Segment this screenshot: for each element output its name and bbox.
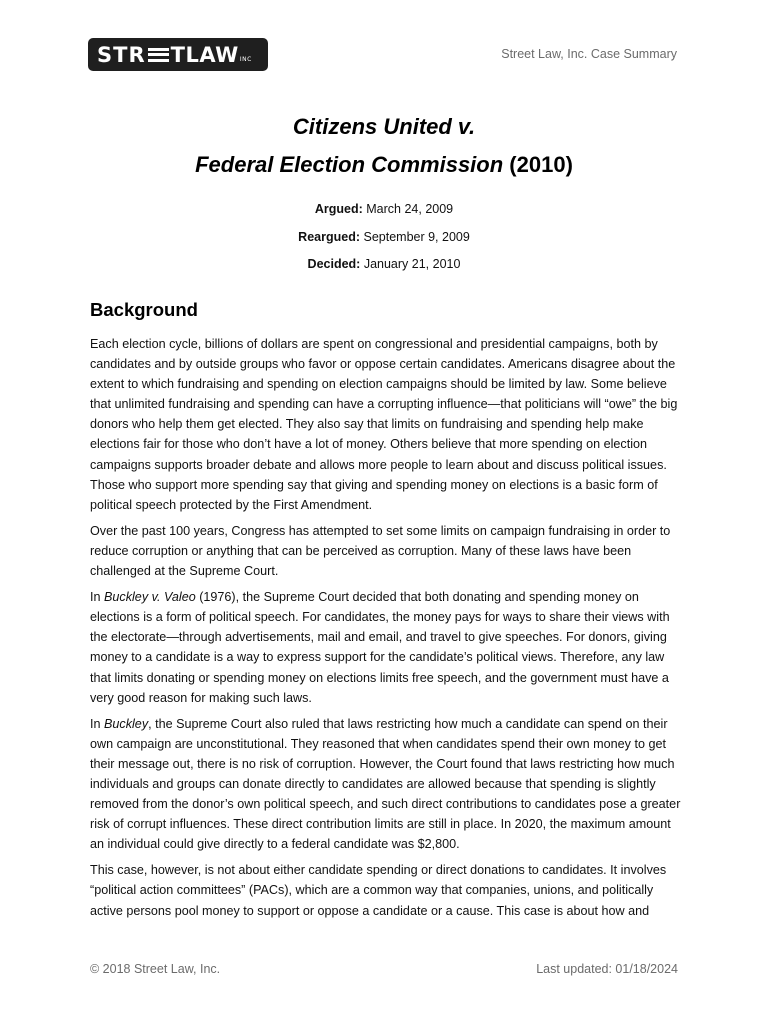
paragraph-4 bbox=[90, 714, 682, 855]
argued-label: Argued: bbox=[314, 202, 363, 216]
case-citation-buckley: Buckley bbox=[104, 716, 149, 731]
logo-text-tlaw: TLAW bbox=[170, 42, 239, 67]
logo-e-bars-icon bbox=[148, 48, 169, 62]
case-title-year: (2010) bbox=[509, 152, 573, 177]
decided-label: Decided: bbox=[307, 257, 361, 271]
paragraph-3 bbox=[90, 587, 682, 708]
logo-text-inc: INC bbox=[239, 56, 252, 63]
background-body bbox=[90, 334, 682, 927]
case-title-line-1 bbox=[0, 114, 768, 140]
footer-copyright: © 2018 Street Law, Inc. bbox=[90, 962, 221, 976]
background-heading: Background bbox=[90, 299, 198, 320]
reargued-value: September 9, 2009 bbox=[363, 230, 470, 244]
header-case-summary-label: Street Law, Inc. Case Summary bbox=[501, 47, 677, 61]
paragraph-2: Over the past 100 years, Congress has attempted to set some limits on campaign fundraising in order to reduce corruption or anything that can be perceived as corruption. Many of these laws have been challenged at the Supreme Court. bbox=[90, 523, 671, 579]
decided-value: January 21, 2010 bbox=[363, 257, 461, 271]
decided-date bbox=[0, 257, 768, 271]
street-law-logo bbox=[88, 38, 268, 71]
reargued-label: Reargued: bbox=[298, 230, 360, 244]
paragraph-5: This case, however, is not about either candidate spending or direct donations to candidates. It involves “political action committees” (PACs), which are a common way that companies, unions, and politically active persons pool money to support or oppose a candidate or a cause. This case is about how and bbox=[90, 863, 667, 918]
paragraph-3-text: (1976), the Supreme Court decided that both donating and spending money on elections is a form of political speech. For candidates, the money pays for ways to share their views with the electorate—through advertisements, mail and email, and travel to give speeches. For donors, giving money to a candidate is a way to express support for the candidate’s political views. Therefore, any law that limits donating or spending money on elections limits free speech, and the government must have a very good reason for making such laws. bbox=[90, 590, 670, 705]
paragraph-3-intro: In bbox=[90, 590, 105, 605]
paragraph-4-text: , the Supreme Court also ruled that laws restricting how much a candidate can spend on their own campaign are unconstitutional. They reasoned that when candidates spend their own money to get their message out, there is no risk of corruption. However, the Court found that laws restricting how much individuals and groups can donate directly to candidates are allowed because that spending is slightly removed from the donor’s own political speech, and such direct contributions to candidates pose a greater risk of corrupt influences. These direct contribution limits are still in place. In 2020, the maximum amount an individual could give directly to a federal candidate was $2,800. bbox=[90, 716, 681, 852]
paragraph-4-intro: In bbox=[90, 716, 105, 731]
argued-date bbox=[0, 202, 768, 216]
logo-text-str: STR bbox=[97, 42, 146, 67]
footer-last-updated: Last updated: 01/18/2024 bbox=[536, 962, 678, 976]
case-title-line-2 bbox=[0, 152, 768, 178]
case-title-plaintiff: Citizens United v. bbox=[292, 114, 476, 139]
argued-value: March 24, 2009 bbox=[366, 202, 454, 216]
case-title-defendant: Federal Election Commission bbox=[195, 152, 504, 177]
paragraph-1: Each election cycle, billions of dollars are spent on congressional and presidential campaigns, both by candidates and by outside groups who favor or oppose certain candidates. Americans disagree about the extent to which fundraising and spending on election campaigns should be limited by law. Some believe that unlimited fundraising and spending can have a corrupting influence—that politicians will “owe” the big donors who help them get elected. They also say that limits on fundraising and spending help make elections fair for those who don’t have a lot of money. Others believe that more spending on election campaigns supports broader debate and allows more people to learn about and discuss political issues. Those who support more spending say that giving and spending money on elections is a basic form of political speech protected by the First Amendment. bbox=[90, 337, 678, 512]
case-citation-buckley-v-valeo: Buckley v. Valeo bbox=[104, 590, 196, 605]
reargued-date bbox=[0, 230, 768, 244]
